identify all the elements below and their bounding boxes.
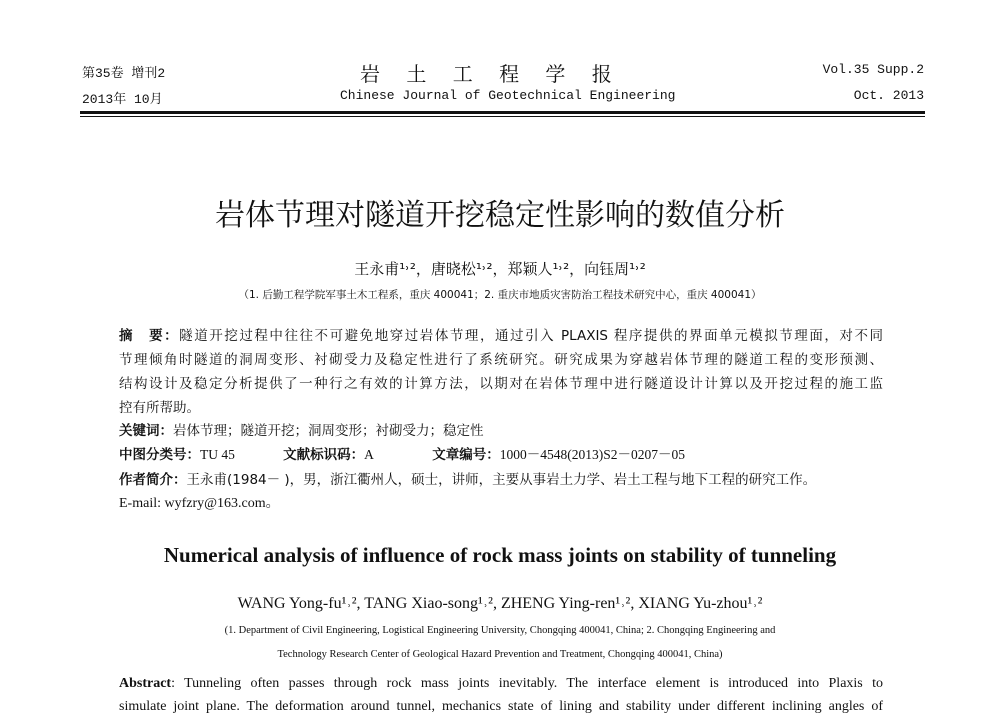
abstract-en-line: : Tunneling often passes through rock mass joints inevitably. The interface element is introduced into Plaxis to — [171, 676, 883, 691]
clc-value: TU 45 — [200, 447, 235, 462]
journal-name-en: Chinese Journal of Geotechnical Engineering — [340, 88, 676, 103]
abstract-cn-line: 结构设计及稳定分析提供了一种行之有效的计算方法，以期对在岩体节理中进行隧道设计计算以及开挖过程的施工监 — [119, 376, 883, 392]
doc-code-label: 文献标识码： — [283, 447, 365, 463]
keywords-value: 岩体节理；隧道开挖；洞周变形；衬砌受力；稳定性 — [173, 423, 484, 439]
email: E-mail: wyfzry@163.com。 — [119, 496, 280, 511]
abstract-cn-line: 隧道开挖过程中往往不可避免地穿过岩体节理，通过引入 PLAXIS 程序提供的界面单元模拟节理面，对不同 — [179, 328, 884, 344]
date-cn: 2013年 10月 — [82, 92, 163, 107]
author-bio — [119, 468, 816, 488]
article-no-label: 文章编号： — [432, 447, 500, 463]
date-en: Oct. 2013 — [853, 88, 924, 103]
article-no-value: 1000－4548(2013)S2－0207－05 — [499, 447, 685, 462]
affiliation-en-line: Technology Research Center of Geological Hazard Prevention and Treatment, Chongqing 400041, China) — [277, 649, 723, 660]
doc-code-value: A — [364, 447, 374, 462]
authors-cn: 王永甫¹˒²，唐晓松¹˒²，郑颖人¹˒²，向钰周¹˒² — [354, 260, 646, 278]
abstract-cn-line: 控有所帮助。 — [119, 400, 200, 416]
journal-name-cn: 岩 土 工 程 学 报 — [360, 62, 622, 86]
title-en: Numerical analysis of influence of rock mass joints on stability of tunneling — [163, 543, 837, 567]
abstract-en-line: simulate joint plane. The deformation around tunnel, mechanics state of lining and stability under different inclining angles of — [119, 699, 883, 714]
authors-en: WANG Yong-fu¹˒², TANG Xiao-song¹˒², ZHENG Ying-ren¹˒², XIANG Yu-zhou¹˒² — [237, 595, 763, 612]
affiliation-cn: （1. 后勤工程学院军事土木工程系，重庆 400041；2. 重庆市地质灾害防治工程技术研究中心，重庆 400041） — [238, 289, 762, 301]
keywords-label: 关键词： — [119, 423, 173, 439]
header-rule-thin — [80, 116, 925, 117]
abstract-en-label: Abstract — [119, 676, 172, 691]
volume-cn: 第35卷 增刊2 — [82, 66, 166, 81]
author-bio-label: 作者简介： — [119, 472, 187, 488]
volume-en: Vol.35 Supp.2 — [822, 62, 924, 77]
clc-label: 中图分类号： — [119, 447, 200, 463]
abstract-cn-line: 节理倾角时隧道的洞周变形、衬砌受力及稳定性进行了系统研究。研究成果为穿越岩体节理的隧道工程的变形预测、 — [119, 352, 883, 368]
affiliation-en-line: (1. Department of Civil Engineering, Logistical Engineering University, Chongqing 400041, China; 2. Chongqing Engineering and — [224, 625, 776, 636]
classification-row — [119, 443, 685, 463]
author-bio-value: 王永甫(1984－ )，男，浙江衢州人，硕士，讲师，主要从事岩土力学、岩土工程与地下工程的研究工作。 — [186, 472, 817, 488]
title-cn: 岩体节理对隧道开挖稳定性影响的数值分析 — [215, 198, 785, 233]
keywords-cn — [119, 419, 484, 439]
header-rule-thick — [80, 111, 925, 114]
abstract-cn-label: 摘 要： — [119, 328, 180, 344]
